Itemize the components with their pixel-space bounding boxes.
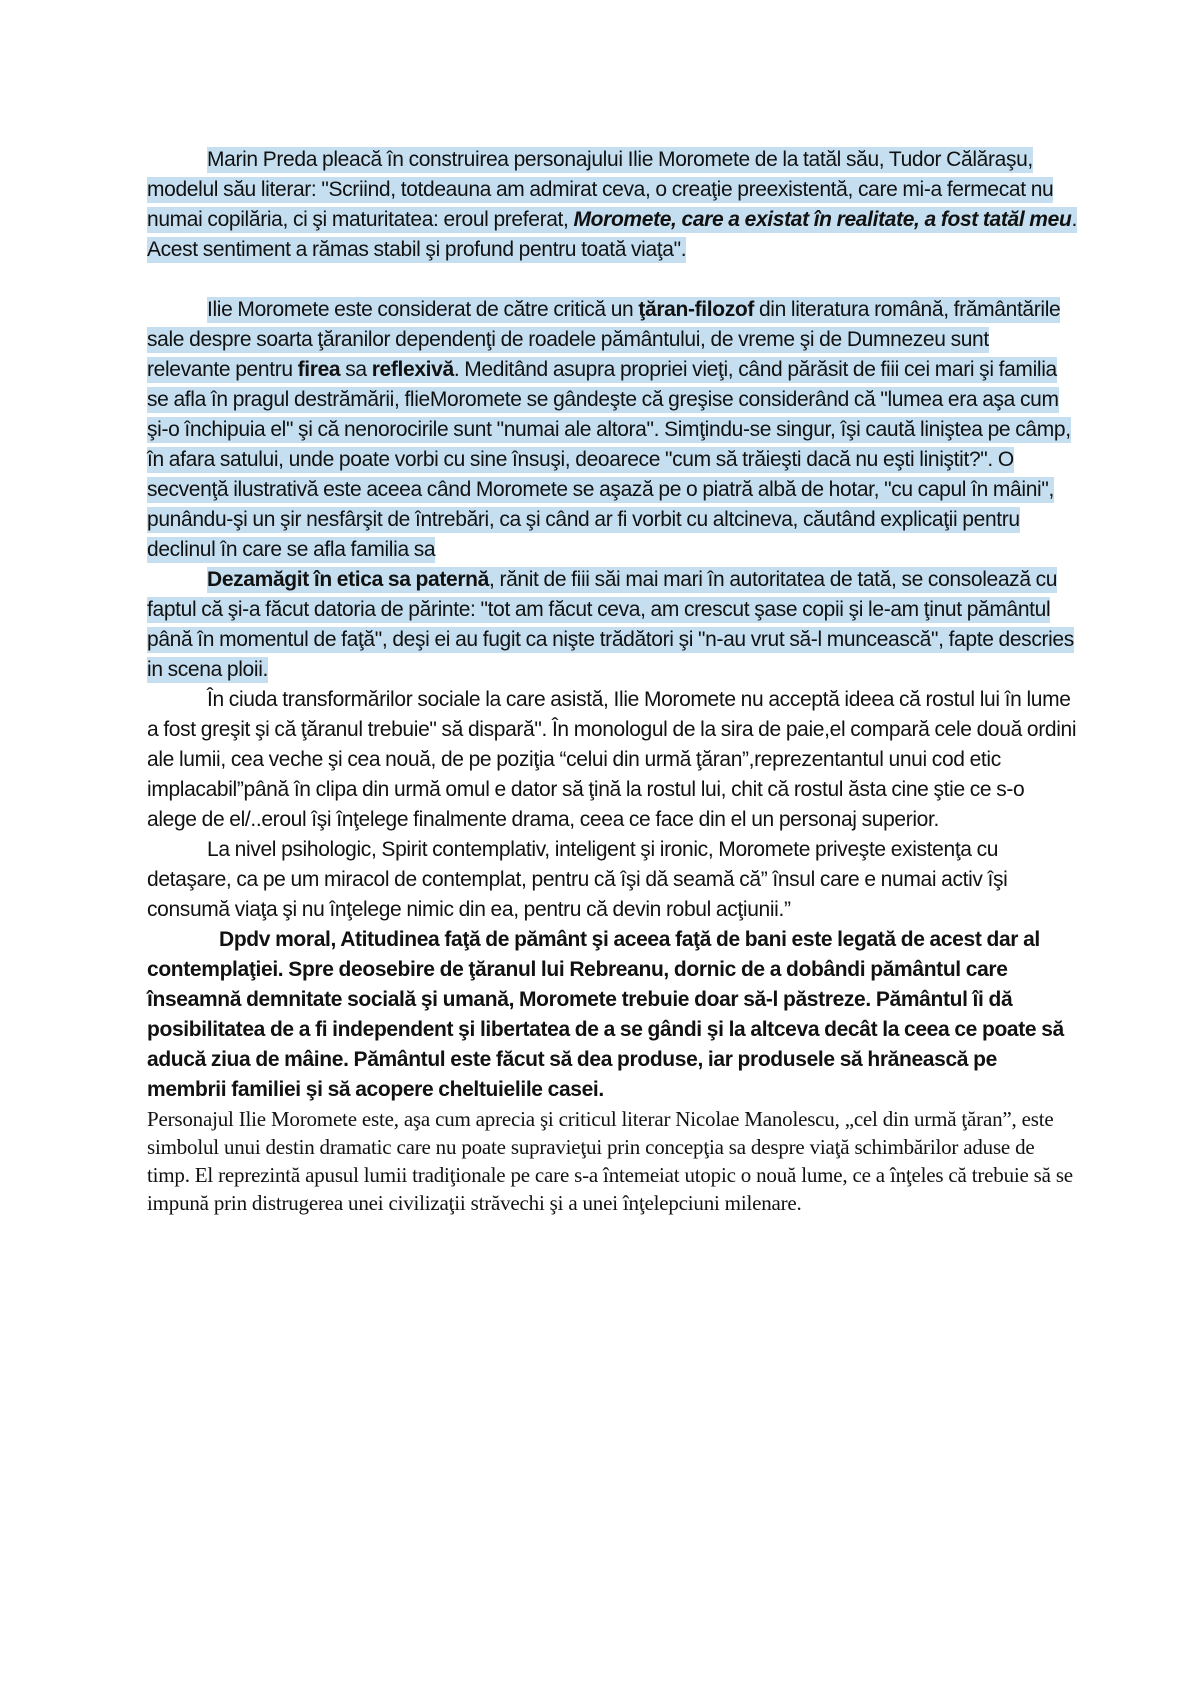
term-reflexiva: reflexivă <box>371 358 454 381</box>
text-run: Ilie Moromete este considerat de către critică un <box>207 298 639 321</box>
paragraph-etica-paterna[interactable] <box>147 565 1077 685</box>
paragraph-psihologic[interactable]: La nivel psihologic, Spirit contemplativ, inteligent şi ironic, Moromete priveşte existenţa cu detaşare, ca pe um miracol de contemplat, pentru că îşi dă seamă că” însul care e numai activ îşi consumă viaţa şi nu înţelege nimic din ea, pentru că devin robul acţiunii.” <box>147 838 1008 921</box>
intro-text-start: Marin Preda pleacă în construirea personajului Ilie Moromete de la tatăl său, Tudor Călăraşu, modelul său literar: "Scriind, totdeauna am admirat ceva, o creaţie preexistentă, care mi-a fermecat nu numai copilăria, ci şi maturitatea: eroul preferat, <box>147 148 1054 231</box>
highlighted-selection <box>147 297 1071 563</box>
highlighted-selection <box>147 567 1074 683</box>
paragraph-concluzie[interactable]: Personajul Ilie Moromete este, aşa cum aprecia şi criticul literar Nicolae Manolescu, „cel din urmă ţăran”, este simbolul unui destin dramatic care nu poate supravieţui prin concepţia sa despre viaţă schimbărilor aduse de timp. El reprezintă apusul lumii tradiţionale pe care s-a întemeiat utopic o nouă lume, ce a înţeles că trebuie să se impună prin distrugerea unei civilizaţii străvechi şi a unei înţelepciuni milenare. <box>147 1107 1073 1215</box>
paragraph-taran-filozof[interactable] <box>147 295 1077 565</box>
term-firea: firea <box>297 358 341 381</box>
term-dezamagit: Dezamăgit în etica sa paternă <box>207 568 489 591</box>
highlighted-selection <box>147 147 1077 263</box>
paragraph-transformari[interactable]: În ciuda transformărilor sociale la care asistă, Ilie Moromete nu acceptă ideea că rostul lui în lume a fost greşit şi că ţăranul trebuie" să dispară". În monologul de la sira de paie,el compară cele două ordini ale lumii, cea veche şi cea nouă, de pe poziţia “celui din urmă ţăran”,reprezentantul unui cod etic implacabil”până în clipa din urmă omul e dator să ţină la rostul lui, chit că rostul ăsta cine ştie ce s-o alege de el/..eroul îşi înţelege finalmente drama, ceea ce face din el un personaj superior. <box>147 688 1077 831</box>
paragraph-intro[interactable] <box>147 145 1077 265</box>
text-run: din literatura română, frământările sale despre soarta ţăranilor dependenţi de roadele pământului, de vreme şi de Dumnezeu sunt relevante pentru <box>147 298 1061 381</box>
text-run: sa <box>340 358 372 381</box>
paragraph-moral[interactable]: Dpdv moral, Atitudinea faţă de pământ şi aceea faţă de bani este legată de acest dar al contemplaţiei. Spre deosebire de ţăranul lui Rebreanu, dornic de a dobândi pământul care înseamnă demnitate socială şi umană, Moromete trebuie doar să-l păstreze. Pământul îi dă posibilitatea de a fi independent şi libertatea de a se gândi şi la altceva decât la ceea ce poate să aducă ziua de mâine. Pământul este făcut să dea produse, iar produsele să hrănească pe membrii familiei şi să acopere cheltuielile casei. <box>147 928 1064 1101</box>
essay-serif-section <box>147 1105 1077 1217</box>
text-run: , rănit de fiii săi mai mari în autoritatea de tată, se consolează cu faptul că şi-a făcut datoria de părinte: "tot am făcut ceva, am crescut şase copii şi le-am ţinut pământul până în momentul de faţă", deşi ei au fugit ca nişte trădători şi "n-au vrut să-l muncească", fapte descries in scena ploii. <box>147 568 1074 681</box>
intro-text-end: . Acest sentiment a rămas stabil şi profund pentru toată viaţa". <box>147 208 1077 261</box>
term-taran-filozof: ţăran-filozof <box>638 298 754 321</box>
paragraph-spacer <box>147 265 1077 295</box>
essay-sans-section <box>147 145 1077 1105</box>
document-body <box>147 145 1077 1217</box>
text-run: . Meditând asupra propriei vieţi, când părăsit de fiii cei mari şi familia se afla în pragul destrămării, flieMoromete se gândeşte că greşise considerând că "lumea era aşa cum şi-o închipuia el" şi că nenorocirile sunt "numai ale altora". Simţindu-se singur, îşi caută liniştea pe câmp, în afara satului, unde poate vorbi cu sine însuşi, deoarece "cum să trăieşti dacă nu eşti liniştit?". O secvenţă ilustrativă este aceea când Moromete se aşază pe o piatră albă de hotar, "cu capul în mâini", punându-şi un şir nesfârşit de întrebări, ca şi când ar fi vorbit cu altcineva, căutând explicaţii pentru declinul în care se afla familia sa <box>147 358 1071 561</box>
intro-quote-emphasis: Moromete, care a existat în realitate, a fost tatăl meu <box>573 208 1072 231</box>
